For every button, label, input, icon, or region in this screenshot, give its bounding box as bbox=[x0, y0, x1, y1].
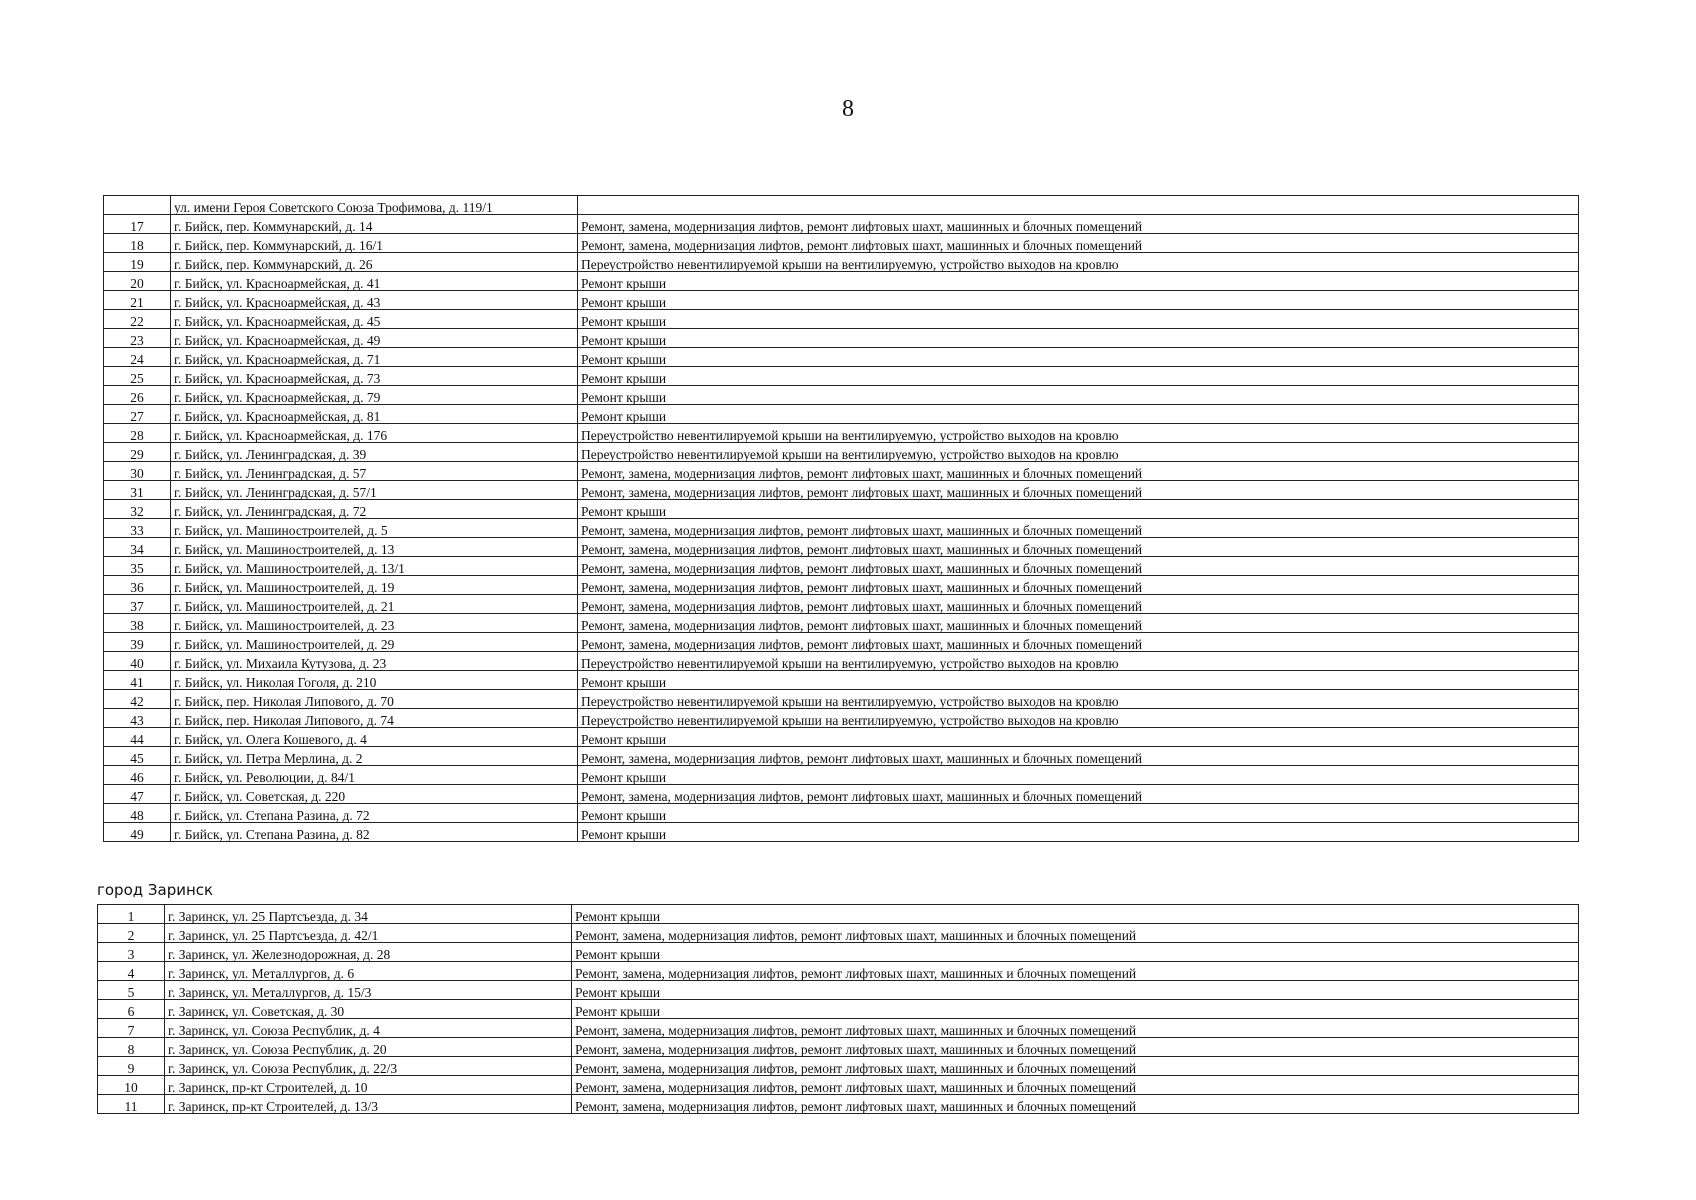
row-work-type: Переустройство невентилируемой крыши на вентилируемую, устройство выходов на кровлю bbox=[578, 424, 1579, 443]
table-zarinsk-body bbox=[98, 905, 1579, 1114]
row-address: г. Бийск, ул. Степана Разина, д. 72 bbox=[171, 804, 578, 823]
row-number: 10 bbox=[98, 1076, 165, 1095]
row-address: г. Бийск, ул. Красноармейская, д. 79 bbox=[171, 386, 578, 405]
row-work-type: Ремонт крыши bbox=[578, 766, 1579, 785]
row-work-type: Ремонт, замена, модернизация лифтов, ремонт лифтовых шахт, машинных и блочных помещений bbox=[572, 1076, 1579, 1095]
table-row bbox=[104, 804, 1579, 823]
table-row bbox=[104, 367, 1579, 386]
row-work-type: Ремонт крыши bbox=[572, 1000, 1579, 1019]
row-number: 1 bbox=[98, 905, 165, 924]
row-work-type: Ремонт крыши bbox=[578, 823, 1579, 842]
row-number: 24 bbox=[104, 348, 171, 367]
row-number: 8 bbox=[98, 1038, 165, 1057]
table-row bbox=[104, 557, 1579, 576]
row-number: 17 bbox=[104, 215, 171, 234]
page-number: 8 bbox=[842, 96, 854, 122]
row-number: 9 bbox=[98, 1057, 165, 1076]
table-row bbox=[98, 1076, 1579, 1095]
table-row bbox=[104, 538, 1579, 557]
row-address: г. Заринск, ул. 25 Партсъезда, д. 42/1 bbox=[165, 924, 572, 943]
table-row bbox=[104, 614, 1579, 633]
row-work-type: Переустройство невентилируемой крыши на вентилируемую, устройство выходов на кровлю bbox=[578, 443, 1579, 462]
table-row bbox=[104, 386, 1579, 405]
table-row bbox=[104, 329, 1579, 348]
row-number: 31 bbox=[104, 481, 171, 500]
row-number: 42 bbox=[104, 690, 171, 709]
row-address: г. Бийск, ул. Красноармейская, д. 41 bbox=[171, 272, 578, 291]
table-row bbox=[104, 272, 1579, 291]
row-address: г. Бийск, ул. Красноармейская, д. 45 bbox=[171, 310, 578, 329]
table-row bbox=[104, 481, 1579, 500]
row-number: 20 bbox=[104, 272, 171, 291]
row-work-type: Ремонт крыши bbox=[578, 348, 1579, 367]
table-row bbox=[104, 253, 1579, 272]
row-address: г. Заринск, ул. Железнодорожная, д. 28 bbox=[165, 943, 572, 962]
row-address: г. Бийск, ул. Николая Гоголя, д. 210 bbox=[171, 671, 578, 690]
row-address: г. Заринск, ул. Металлургов, д. 6 bbox=[165, 962, 572, 981]
row-work-type: Ремонт, замена, модернизация лифтов, ремонт лифтовых шахт, машинных и блочных помещений bbox=[572, 1019, 1579, 1038]
row-number: 43 bbox=[104, 709, 171, 728]
row-work-type: Ремонт, замена, модернизация лифтов, ремонт лифтовых шахт, машинных и блочных помещений bbox=[578, 785, 1579, 804]
row-work-type: Ремонт, замена, модернизация лифтов, ремонт лифтовых шахт, машинных и блочных помещений bbox=[572, 1038, 1579, 1057]
row-address: г. Заринск, ул. Металлургов, д. 15/3 bbox=[165, 981, 572, 1000]
row-work-type: Ремонт, замена, модернизация лифтов, ремонт лифтовых шахт, машинных и блочных помещений bbox=[572, 962, 1579, 981]
row-work-type: Ремонт, замена, модернизация лифтов, ремонт лифтовых шахт, машинных и блочных помещений bbox=[578, 633, 1579, 652]
table-row bbox=[98, 1095, 1579, 1114]
row-number: 37 bbox=[104, 595, 171, 614]
table-row bbox=[98, 1000, 1579, 1019]
row-work-type: Переустройство невентилируемой крыши на вентилируемую, устройство выходов на кровлю bbox=[578, 690, 1579, 709]
row-work-type: Переустройство невентилируемой крыши на вентилируемую, устройство выходов на кровлю bbox=[578, 652, 1579, 671]
row-address: г. Бийск, ул. Петра Мерлина, д. 2 bbox=[171, 747, 578, 766]
row-number: 19 bbox=[104, 253, 171, 272]
row-address: г. Заринск, пр-кт Строителей, д. 13/3 bbox=[165, 1095, 572, 1114]
row-work-type: Ремонт крыши bbox=[578, 804, 1579, 823]
row-number: 48 bbox=[104, 804, 171, 823]
row-work-type: Ремонт крыши bbox=[578, 291, 1579, 310]
table-row bbox=[98, 943, 1579, 962]
row-number: 2 bbox=[98, 924, 165, 943]
table-row bbox=[104, 709, 1579, 728]
row-number: 28 bbox=[104, 424, 171, 443]
row-work-type: Ремонт, замена, модернизация лифтов, ремонт лифтовых шахт, машинных и блочных помещений bbox=[578, 614, 1579, 633]
row-number: 33 bbox=[104, 519, 171, 538]
table-row bbox=[98, 962, 1579, 981]
table-row bbox=[104, 785, 1579, 804]
row-address: г. Бийск, пер. Коммунарский, д. 26 bbox=[171, 253, 578, 272]
table-row bbox=[104, 595, 1579, 614]
table-row-header bbox=[104, 196, 1579, 215]
row-number: 7 bbox=[98, 1019, 165, 1038]
row-address: г. Бийск, ул. Красноармейская, д. 49 bbox=[171, 329, 578, 348]
row-number: 22 bbox=[104, 310, 171, 329]
table-row bbox=[104, 766, 1579, 785]
row-work-type: Ремонт крыши bbox=[578, 728, 1579, 747]
row-number: 44 bbox=[104, 728, 171, 747]
row-work-type: Ремонт крыши bbox=[578, 367, 1579, 386]
row-address: г. Бийск, пер. Николая Липового, д. 70 bbox=[171, 690, 578, 709]
table-row bbox=[104, 690, 1579, 709]
table-row bbox=[104, 633, 1579, 652]
row-work-type: Ремонт крыши bbox=[578, 386, 1579, 405]
row-work-type: Переустройство невентилируемой крыши на вентилируемую, устройство выходов на кровлю bbox=[578, 709, 1579, 728]
row-address: г. Бийск, ул. Машиностроителей, д. 19 bbox=[171, 576, 578, 595]
row-number: 38 bbox=[104, 614, 171, 633]
row-number: 3 bbox=[98, 943, 165, 962]
row-address: г. Бийск, ул. Машиностроителей, д. 13 bbox=[171, 538, 578, 557]
row-work-type: Ремонт, замена, модернизация лифтов, ремонт лифтовых шахт, машинных и блочных помещений bbox=[578, 234, 1579, 253]
row-address: г. Бийск, ул. Машиностроителей, д. 23 bbox=[171, 614, 578, 633]
table-row bbox=[104, 443, 1579, 462]
table-row bbox=[104, 462, 1579, 481]
row-number: 21 bbox=[104, 291, 171, 310]
row-address: г. Бийск, ул. Ленинградская, д. 57 bbox=[171, 462, 578, 481]
table-row bbox=[104, 234, 1579, 253]
table-row bbox=[104, 310, 1579, 329]
row-work-type: Ремонт, замена, модернизация лифтов, ремонт лифтовых шахт, машинных и блочных помещений bbox=[578, 215, 1579, 234]
row-work-type bbox=[578, 196, 1579, 215]
row-work-type: Ремонт, замена, модернизация лифтов, ремонт лифтовых шахт, машинных и блочных помещений bbox=[578, 747, 1579, 766]
table-row bbox=[104, 576, 1579, 595]
table-row bbox=[98, 924, 1579, 943]
row-number: 47 bbox=[104, 785, 171, 804]
table-zarinsk bbox=[97, 904, 1579, 1114]
table-row bbox=[98, 905, 1579, 924]
row-number: 46 bbox=[104, 766, 171, 785]
table-row bbox=[98, 1057, 1579, 1076]
row-address: г. Заринск, ул. Союза Республик, д. 4 bbox=[165, 1019, 572, 1038]
row-number: 49 bbox=[104, 823, 171, 842]
row-number: 6 bbox=[98, 1000, 165, 1019]
row-address: г. Заринск, пр-кт Строителей, д. 10 bbox=[165, 1076, 572, 1095]
row-number: 40 bbox=[104, 652, 171, 671]
section-title-zarinsk: город Заринск bbox=[97, 881, 214, 899]
table-row bbox=[104, 348, 1579, 367]
row-address: г. Бийск, ул. Ленинградская, д. 57/1 bbox=[171, 481, 578, 500]
row-address: г. Заринск, ул. Союза Республик, д. 20 bbox=[165, 1038, 572, 1057]
row-number: 39 bbox=[104, 633, 171, 652]
row-address: г. Бийск, ул. Машиностроителей, д. 29 bbox=[171, 633, 578, 652]
row-number: 18 bbox=[104, 234, 171, 253]
table-row bbox=[104, 519, 1579, 538]
row-work-type: Ремонт крыши bbox=[578, 272, 1579, 291]
row-address: г. Бийск, ул. Красноармейская, д. 43 bbox=[171, 291, 578, 310]
row-address: г. Бийск, ул. Советская, д. 220 bbox=[171, 785, 578, 804]
table-row bbox=[104, 671, 1579, 690]
table-row bbox=[98, 1019, 1579, 1038]
row-number: 30 bbox=[104, 462, 171, 481]
row-address: г. Бийск, пер. Коммунарский, д. 14 bbox=[171, 215, 578, 234]
row-number: 26 bbox=[104, 386, 171, 405]
table-row bbox=[98, 1038, 1579, 1057]
row-work-type: Ремонт крыши bbox=[572, 905, 1579, 924]
row-work-type: Ремонт, замена, модернизация лифтов, ремонт лифтовых шахт, машинных и блочных помещений bbox=[572, 924, 1579, 943]
row-address: г. Бийск, ул. Олега Кошевого, д. 4 bbox=[171, 728, 578, 747]
row-address: г. Бийск, ул. Красноармейская, д. 81 bbox=[171, 405, 578, 424]
row-number: 4 bbox=[98, 962, 165, 981]
row-work-type: Ремонт, замена, модернизация лифтов, ремонт лифтовых шахт, машинных и блочных помещений bbox=[578, 595, 1579, 614]
row-address: г. Заринск, ул. 25 Партсъезда, д. 34 bbox=[165, 905, 572, 924]
row-number: 32 bbox=[104, 500, 171, 519]
table-row bbox=[104, 215, 1579, 234]
row-work-type: Ремонт, замена, модернизация лифтов, ремонт лифтовых шахт, машинных и блочных помещений bbox=[572, 1057, 1579, 1076]
table-row bbox=[104, 823, 1579, 842]
row-address: г. Бийск, пер. Коммунарский, д. 16/1 bbox=[171, 234, 578, 253]
row-number: 41 bbox=[104, 671, 171, 690]
table-row bbox=[104, 424, 1579, 443]
row-address: г. Бийск, ул. Ленинградская, д. 39 bbox=[171, 443, 578, 462]
row-work-type: Переустройство невентилируемой крыши на вентилируемую, устройство выходов на кровлю bbox=[578, 253, 1579, 272]
row-work-type: Ремонт, замена, модернизация лифтов, ремонт лифтовых шахт, машинных и блочных помещений bbox=[578, 557, 1579, 576]
row-number: 23 bbox=[104, 329, 171, 348]
row-address: г. Бийск, ул. Степана Разина, д. 82 bbox=[171, 823, 578, 842]
table-row bbox=[98, 981, 1579, 1000]
row-work-type: Ремонт, замена, модернизация лифтов, ремонт лифтовых шахт, машинных и блочных помещений bbox=[578, 538, 1579, 557]
row-address: г. Бийск, ул. Машиностроителей, д. 21 bbox=[171, 595, 578, 614]
row-work-type: Ремонт крыши bbox=[578, 310, 1579, 329]
row-number: 11 bbox=[98, 1095, 165, 1114]
row-address: г. Бийск, ул. Машиностроителей, д. 5 bbox=[171, 519, 578, 538]
row-work-type: Ремонт крыши bbox=[578, 500, 1579, 519]
table-row bbox=[104, 652, 1579, 671]
table-biysk-body bbox=[104, 196, 1579, 842]
row-work-type: Ремонт, замена, модернизация лифтов, ремонт лифтовых шахт, машинных и блочных помещений bbox=[578, 519, 1579, 538]
row-work-type: Ремонт крыши bbox=[578, 329, 1579, 348]
row-number: 35 bbox=[104, 557, 171, 576]
row-number: 5 bbox=[98, 981, 165, 1000]
row-number: 29 bbox=[104, 443, 171, 462]
table-row bbox=[104, 728, 1579, 747]
row-number: 25 bbox=[104, 367, 171, 386]
table-row bbox=[104, 291, 1579, 310]
table-row bbox=[104, 500, 1579, 519]
table-row bbox=[104, 747, 1579, 766]
row-address: г. Бийск, ул. Красноармейская, д. 176 bbox=[171, 424, 578, 443]
table-biysk bbox=[103, 195, 1579, 842]
table-row bbox=[104, 405, 1579, 424]
row-work-type: Ремонт, замена, модернизация лифтов, ремонт лифтовых шахт, машинных и блочных помещений bbox=[578, 462, 1579, 481]
row-address: ул. имени Героя Советского Союза Трофимова, д. 119/1 bbox=[171, 196, 578, 215]
row-address: г. Бийск, ул. Красноармейская, д. 71 bbox=[171, 348, 578, 367]
row-work-type: Ремонт крыши bbox=[578, 405, 1579, 424]
row-address: г. Бийск, пер. Николая Липового, д. 74 bbox=[171, 709, 578, 728]
row-address: г. Заринск, ул. Советская, д. 30 bbox=[165, 1000, 572, 1019]
row-work-type: Ремонт, замена, модернизация лифтов, ремонт лифтовых шахт, машинных и блочных помещений bbox=[578, 576, 1579, 595]
row-work-type: Ремонт, замена, модернизация лифтов, ремонт лифтовых шахт, машинных и блочных помещений bbox=[572, 1095, 1579, 1114]
row-number: 34 bbox=[104, 538, 171, 557]
row-address: г. Бийск, ул. Ленинградская, д. 72 bbox=[171, 500, 578, 519]
row-address: г. Бийск, ул. Михаила Кутузова, д. 23 bbox=[171, 652, 578, 671]
row-number: 45 bbox=[104, 747, 171, 766]
row-address: г. Бийск, ул. Красноармейская, д. 73 bbox=[171, 367, 578, 386]
row-number: 36 bbox=[104, 576, 171, 595]
row-address: г. Бийск, ул. Революции, д. 84/1 bbox=[171, 766, 578, 785]
row-work-type: Ремонт крыши bbox=[572, 981, 1579, 1000]
row-work-type: Ремонт, замена, модернизация лифтов, ремонт лифтовых шахт, машинных и блочных помещений bbox=[578, 481, 1579, 500]
row-work-type: Ремонт крыши bbox=[572, 943, 1579, 962]
row-number: 27 bbox=[104, 405, 171, 424]
row-address: г. Бийск, ул. Машиностроителей, д. 13/1 bbox=[171, 557, 578, 576]
row-address: г. Заринск, ул. Союза Республик, д. 22/3 bbox=[165, 1057, 572, 1076]
row-work-type: Ремонт крыши bbox=[578, 671, 1579, 690]
row-number bbox=[104, 196, 171, 215]
